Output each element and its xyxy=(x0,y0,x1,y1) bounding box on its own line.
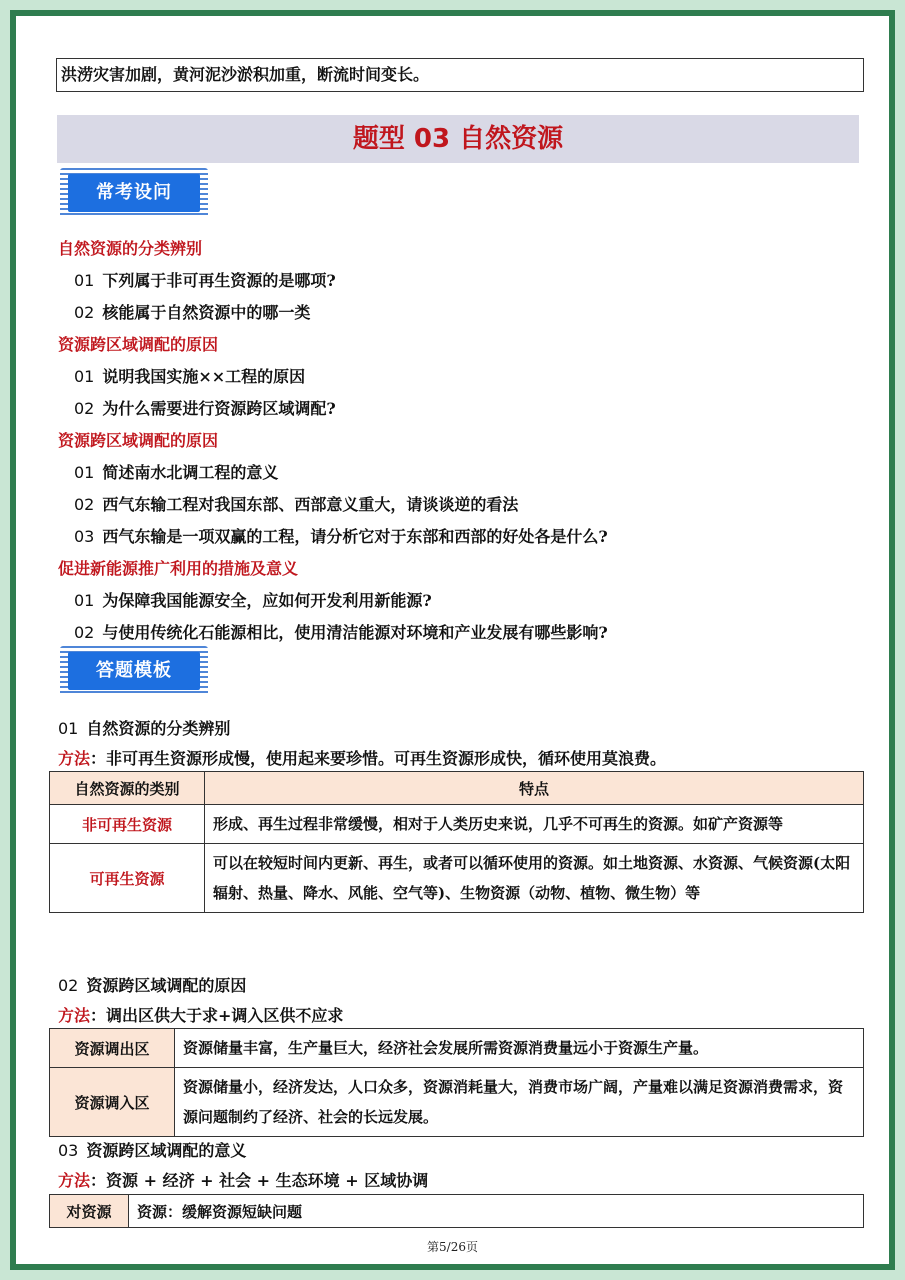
region-cell: 资源调出区 xyxy=(50,1029,175,1068)
region-cell: 资源调入区 xyxy=(50,1068,175,1137)
question-number: 01 xyxy=(74,271,95,290)
badge-answer-template xyxy=(60,646,208,696)
table-row xyxy=(50,805,864,844)
page-frame xyxy=(10,10,895,1270)
template-number: 01 xyxy=(58,719,79,738)
method-text: ：非可再生资源形成慢，使用起来要珍惜。可再生资源形成快，循环使用莫浪费。 xyxy=(90,749,667,768)
question-category: 资源跨区域调配的原因 xyxy=(58,431,219,450)
template-title: 自然资源的分类辨别 xyxy=(86,719,231,738)
badge-label: 答题模板 xyxy=(68,652,200,690)
table-row xyxy=(50,1029,864,1068)
question-item xyxy=(74,396,336,419)
question-text: 与使用传统化石能源相比，使用清洁能源对环境和产业发展有哪些影响? xyxy=(102,623,608,642)
question-number: 02 xyxy=(74,399,95,418)
feature-cell: 可以在较短时间内更新、再生，或者可以循环使用的资源。如土地资源、水资源、气候资源(太阳辐射、热量、降水、风能、空气等)、生物资源（动物、植物、微生物）等 xyxy=(205,844,864,913)
template-heading xyxy=(58,973,246,996)
aspect-desc-cell: 资源：缓解资源短缺问题 xyxy=(129,1195,864,1228)
section-title: 题型 03 自然资源 xyxy=(57,115,859,163)
question-category: 资源跨区域调配的原因 xyxy=(58,335,219,354)
feature-cell: 形成、再生过程非常缓慢，相对于人类历史来说，几乎不可再生的资源。如矿产资源等 xyxy=(205,805,864,844)
badge-common-questions xyxy=(60,168,208,218)
continued-text-box: 洪涝灾害加剧，黄河泥沙淤积加重，断流时间变长。 xyxy=(56,58,864,92)
table-header-feature: 特点 xyxy=(205,772,864,805)
question-item xyxy=(74,460,278,483)
badge-label: 常考设问 xyxy=(68,174,200,212)
question-category: 自然资源的分类辨别 xyxy=(58,239,203,258)
question-number: 01 xyxy=(74,367,95,386)
region-desc-cell: 资源储量小，经济发达，人口众多，资源消耗量大，消费市场广阔，产量难以满足资源消费需求，资源问题制约了经济、社会的长远发展。 xyxy=(175,1068,864,1137)
table-row xyxy=(50,844,864,913)
template-heading xyxy=(58,716,230,739)
page-number: 第5/26页 xyxy=(427,1240,478,1254)
question-category: 促进新能源推广利用的措施及意义 xyxy=(58,559,299,578)
question-text: 西气东输是一项双赢的工程，请分析它对于东部和西部的好处各是什么? xyxy=(102,527,608,546)
question-text: 简述南水北调工程的意义 xyxy=(102,463,279,482)
table-header-category: 自然资源的类别 xyxy=(50,772,205,805)
category-cell: 非可再生资源 xyxy=(50,805,205,844)
method-label: 方法 xyxy=(58,1171,91,1190)
question-item xyxy=(74,620,608,643)
method-line xyxy=(58,746,666,769)
method-text: ：资源 + 经济 + 社会 + 生态环境 + 区域协调 xyxy=(90,1171,429,1190)
template-number: 03 xyxy=(58,1141,79,1160)
question-number: 03 xyxy=(74,527,95,546)
question-number: 01 xyxy=(74,463,95,482)
table-row xyxy=(50,1195,864,1228)
resource-category-table xyxy=(49,771,864,913)
method-text: ：调出区供大于求+调入区供不应求 xyxy=(90,1006,344,1025)
question-item xyxy=(74,300,310,323)
resource-transfer-table xyxy=(49,1028,864,1137)
page xyxy=(16,16,889,1264)
question-text: 核能属于自然资源中的哪一类 xyxy=(102,303,311,322)
method-label: 方法 xyxy=(58,749,91,768)
category-cell: 可再生资源 xyxy=(50,844,205,913)
template-title: 资源跨区域调配的原因 xyxy=(86,976,247,995)
method-label: 方法 xyxy=(58,1006,91,1025)
method-line xyxy=(58,1168,428,1191)
question-item xyxy=(74,268,336,291)
question-text: 说明我国实施××工程的原因 xyxy=(102,367,306,386)
region-desc-cell: 资源储量丰富，生产量巨大，经济社会发展所需资源消费量远小于资源生产量。 xyxy=(175,1029,864,1068)
template-number: 02 xyxy=(58,976,79,995)
question-item xyxy=(74,588,432,611)
question-number: 02 xyxy=(74,623,95,642)
significance-table xyxy=(49,1194,864,1228)
question-text: 下列属于非可再生资源的是哪项? xyxy=(102,271,336,290)
question-number: 02 xyxy=(74,303,95,322)
question-item xyxy=(74,364,305,387)
template-title: 资源跨区域调配的意义 xyxy=(86,1141,247,1160)
aspect-cell: 对资源 xyxy=(50,1195,129,1228)
question-text: 西气东输工程对我国东部、西部意义重大，请谈谈逆的看法 xyxy=(102,495,519,514)
question-item xyxy=(74,524,608,547)
question-number: 01 xyxy=(74,591,95,610)
table-row xyxy=(50,1068,864,1137)
template-heading xyxy=(58,1138,246,1161)
method-line xyxy=(58,1003,343,1026)
question-text: 为什么需要进行资源跨区域调配? xyxy=(102,399,336,418)
question-item xyxy=(74,492,518,515)
question-text: 为保障我国能源安全，应如何开发利用新能源? xyxy=(102,591,432,610)
question-number: 02 xyxy=(74,495,95,514)
